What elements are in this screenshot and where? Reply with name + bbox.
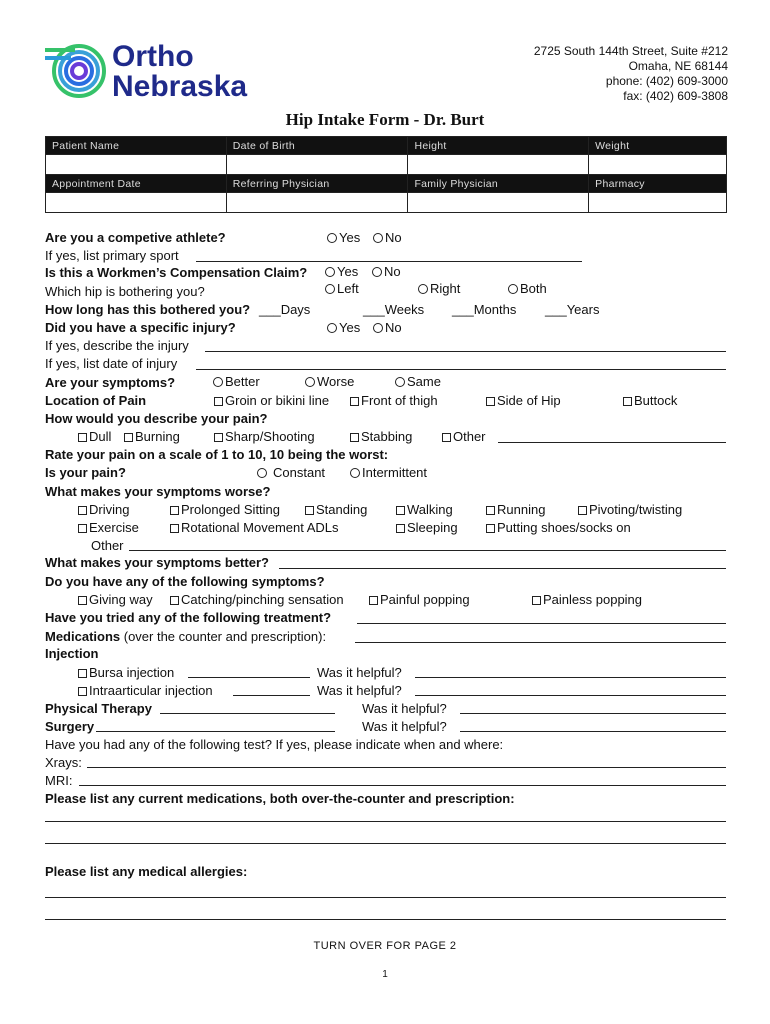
- medications-bold: Medications: [45, 629, 121, 644]
- worse-exercise-checkbox[interactable]: [78, 520, 139, 536]
- worse-other-label: Other: [91, 538, 124, 553]
- sym-catching-label: Catching/pinching sensation: [181, 592, 344, 607]
- loc-groin-label: Groin or bikini line: [225, 393, 330, 408]
- allergies-line-1[interactable]: [45, 897, 726, 898]
- q-which-hip: Which hip is bothering you?: [45, 284, 205, 299]
- workmen-no-radio[interactable]: [372, 264, 401, 280]
- pain-constant-radio[interactable]: [257, 465, 325, 481]
- mri-label: MRI:: [45, 773, 73, 788]
- pain-sharp-checkbox[interactable]: [214, 429, 315, 445]
- symptoms-worse-radio[interactable]: [305, 374, 354, 390]
- q-athlete: Are you a competive athlete?: [45, 230, 226, 245]
- symptoms-worse-label: Worse: [317, 374, 355, 389]
- pharmacy-field[interactable]: [589, 193, 727, 213]
- symptoms-better-radio[interactable]: [213, 374, 260, 390]
- loc-buttock-checkbox[interactable]: [623, 393, 677, 409]
- loc-side-hip-label: Side of Hip: [497, 393, 561, 408]
- page-number: 1: [382, 969, 388, 980]
- bursa-injection-label: Bursa injection: [89, 665, 175, 680]
- sym-catching-checkbox[interactable]: [170, 592, 344, 608]
- weight-field[interactable]: [589, 155, 727, 175]
- hip-left-label: Left: [337, 281, 359, 296]
- worse-sleeping-checkbox[interactable]: [396, 520, 458, 536]
- address-city: Omaha, NE 68144: [628, 59, 728, 73]
- hip-left-radio[interactable]: [325, 281, 359, 297]
- worse-exercise-label: Exercise: [89, 520, 139, 535]
- q-makes-better: What makes your symptoms better?: [45, 555, 269, 570]
- label-family-physician: Family Physician: [408, 175, 589, 193]
- label-patient-name: Patient Name: [46, 137, 227, 155]
- q-describe-pain: How would you describe your pain?: [45, 411, 268, 426]
- primary-sport-line[interactable]: [196, 261, 582, 262]
- athlete-no-radio[interactable]: [373, 230, 402, 246]
- q-describe-injury: If yes, describe the injury: [45, 338, 189, 353]
- sym-giving-way-checkbox[interactable]: [78, 592, 153, 608]
- intra-injection-label: Intraarticular injection: [89, 683, 213, 698]
- surgery-helpful-label: Was it helpful?: [362, 719, 447, 734]
- intra-injection-checkbox[interactable]: [78, 683, 213, 699]
- worse-other-line[interactable]: [129, 550, 726, 551]
- appointment-date-field[interactable]: [46, 193, 227, 213]
- injury-yes-radio[interactable]: [327, 320, 360, 336]
- form-title: Hip Intake Form - Dr. Burt: [285, 110, 485, 129]
- worse-sleeping-label: Sleeping: [407, 520, 458, 535]
- pain-dull-checkbox[interactable]: [78, 429, 111, 445]
- q-physical-therapy: Physical Therapy: [45, 701, 152, 716]
- worse-standing-label: Standing: [316, 502, 368, 517]
- q-injection: Injection: [45, 646, 99, 661]
- surgery-helpful-line[interactable]: [460, 731, 726, 732]
- address-fax: fax: (402) 609-3808: [623, 89, 728, 103]
- pain-intermittent-label: Intermittent: [362, 465, 428, 480]
- worse-shoes-checkbox[interactable]: [486, 520, 631, 536]
- q-surgery: Surgery: [45, 719, 95, 734]
- intra-injection-line[interactable]: [233, 695, 310, 696]
- referring-physician-field[interactable]: [226, 193, 408, 213]
- q-tests: Have you had any of the following test? If yes, please indicate when and where:: [45, 737, 504, 752]
- loc-side-hip-checkbox[interactable]: [486, 393, 561, 409]
- q-symptoms-trend: Are your symptoms?: [45, 375, 176, 390]
- worse-walking-label: Walking: [407, 502, 453, 517]
- q-rate-pain: Rate your pain on a scale of 1 to 10, 10 being the worst:: [45, 447, 389, 462]
- hip-right-radio[interactable]: [418, 281, 460, 297]
- bursa-helpful-label: Was it helpful?: [317, 665, 402, 680]
- pain-intermittent-radio[interactable]: [350, 465, 427, 481]
- pain-other-line[interactable]: [498, 442, 726, 443]
- hip-both-radio[interactable]: [508, 281, 547, 297]
- label-appointment-date: Appointment Date: [46, 175, 227, 193]
- duration-days[interactable]: ___Days: [259, 302, 311, 317]
- pt-helpful-label: Was it helpful?: [362, 701, 447, 716]
- sym-painless-pop-checkbox[interactable]: [532, 592, 642, 608]
- q-current-medications: Please list any current medications, both over-the-counter and prescription:: [45, 791, 515, 806]
- address-phone: phone: (402) 609-3000: [605, 74, 728, 88]
- injury-yes-label: Yes: [339, 320, 361, 335]
- q-makes-worse: What makes your symptoms worse?: [45, 484, 271, 499]
- label-pharmacy: Pharmacy: [589, 175, 727, 193]
- worse-shoes-label: Putting shoes/socks on: [497, 520, 631, 535]
- worse-running-checkbox[interactable]: [486, 502, 545, 518]
- hip-right-label: Right: [430, 281, 461, 296]
- q-following-symptoms: Do you have any of the following symptoms?: [45, 574, 325, 589]
- pain-other-label: Other: [453, 429, 486, 444]
- intra-helpful-label: Was it helpful?: [317, 683, 402, 698]
- symptoms-same-radio[interactable]: [395, 374, 441, 390]
- allergies-line-2[interactable]: [45, 919, 726, 920]
- q-medications: [45, 629, 326, 645]
- q-date-injury: If yes, list date of injury: [45, 356, 178, 371]
- physical-therapy-line[interactable]: [160, 713, 335, 714]
- worse-rotational-label: Rotational Movement ADLs: [181, 520, 339, 535]
- sym-painful-pop-label: Painful popping: [380, 592, 470, 607]
- duration-weeks[interactable]: ___Weeks: [363, 302, 425, 317]
- makes-better-line[interactable]: [279, 568, 726, 569]
- label-height: Height: [408, 137, 589, 155]
- pt-helpful-line[interactable]: [460, 713, 726, 714]
- patient-name-field[interactable]: [46, 155, 227, 175]
- worse-driving-checkbox[interactable]: [78, 502, 129, 518]
- worse-standing-checkbox[interactable]: [305, 502, 367, 518]
- pain-sharp-label: Sharp/Shooting: [225, 429, 315, 444]
- pain-constant-label: Constant: [273, 465, 326, 480]
- tried-treatment-line[interactable]: [357, 623, 726, 624]
- logo-line1: Ortho: [112, 40, 194, 73]
- sym-painful-pop-checkbox[interactable]: [369, 592, 470, 608]
- bursa-helpful-line[interactable]: [415, 677, 726, 678]
- q-tried-treatment: Have you tried any of the following treatment?: [45, 610, 332, 625]
- athlete-no-label: No: [385, 230, 402, 245]
- worse-rotational-checkbox[interactable]: [170, 520, 339, 536]
- q-primary-sport: If yes, list primary sport: [45, 248, 179, 263]
- q-is-pain: Is your pain?: [45, 465, 126, 480]
- clinic-address: [534, 44, 728, 104]
- current-medications-line-1[interactable]: [45, 821, 726, 822]
- logo-icon: [45, 42, 115, 100]
- pain-burning-label: Burning: [135, 429, 180, 444]
- injury-no-label: No: [385, 320, 402, 335]
- patient-info-grid: [45, 136, 727, 213]
- bursa-injection-checkbox[interactable]: [78, 665, 174, 681]
- worse-walking-checkbox[interactable]: [396, 502, 453, 518]
- pain-stabbing-label: Stabbing: [361, 429, 413, 444]
- q-allergies: Please list any medical allergies:: [45, 864, 248, 879]
- pain-dull-label: Dull: [89, 429, 112, 444]
- intra-helpful-line[interactable]: [415, 695, 726, 696]
- symptoms-better-label: Better: [225, 374, 260, 389]
- date-of-birth-field[interactable]: [226, 155, 408, 175]
- symptoms-same-label: Same: [407, 374, 441, 389]
- height-field[interactable]: [408, 155, 589, 175]
- athlete-yes-label: Yes: [339, 230, 361, 245]
- worse-prolonged-checkbox[interactable]: [170, 502, 280, 518]
- workmen-yes-radio[interactable]: [325, 264, 358, 280]
- loc-thigh-label: Front of thigh: [361, 393, 438, 408]
- worse-running-label: Running: [497, 502, 546, 517]
- worse-pivoting-label: Pivoting/twisting: [589, 502, 683, 517]
- current-medications-line-2[interactable]: [45, 843, 726, 844]
- date-injury-line[interactable]: [196, 369, 726, 370]
- xrays-line[interactable]: [87, 767, 726, 768]
- bursa-injection-line[interactable]: [188, 677, 310, 678]
- duration-years[interactable]: ___Years: [545, 302, 600, 317]
- pain-burning-checkbox[interactable]: [124, 429, 180, 445]
- hip-both-label: Both: [520, 281, 547, 296]
- xrays-label: Xrays:: [45, 755, 82, 770]
- sym-giving-way-label: Giving way: [89, 592, 153, 607]
- medications-note: (over the counter and prescription):: [120, 629, 327, 644]
- address-street: 2725 South 144th Street, Suite #212: [533, 44, 728, 58]
- logo-line2: Nebraska: [112, 70, 248, 103]
- q-location-pain: Location of Pain: [45, 393, 147, 408]
- pain-other-checkbox[interactable]: [442, 429, 486, 445]
- worse-prolonged-label: Prolonged Sitting: [181, 502, 281, 517]
- label-weight: Weight: [589, 137, 727, 155]
- loc-buttock-label: Buttock: [634, 393, 678, 408]
- turn-over-note: TURN OVER FOR PAGE 2: [313, 940, 457, 952]
- worse-pivoting-checkbox[interactable]: [578, 502, 682, 518]
- mri-line[interactable]: [79, 785, 726, 786]
- pain-stabbing-checkbox[interactable]: [350, 429, 412, 445]
- q-specific-injury: Did you have a specific injury?: [45, 320, 236, 335]
- q-workmen-comp: Is this a Workmen’s Compensation Claim?: [45, 265, 308, 280]
- duration-months[interactable]: ___Months: [452, 302, 517, 317]
- loc-groin-checkbox[interactable]: [214, 393, 329, 409]
- worse-driving-label: Driving: [89, 502, 130, 517]
- injury-no-radio[interactable]: [373, 320, 402, 336]
- workmen-yes-label: Yes: [337, 264, 359, 279]
- surgery-line[interactable]: [96, 731, 335, 732]
- medications-line[interactable]: [355, 642, 726, 643]
- sym-painless-pop-label: Painless popping: [543, 592, 643, 607]
- label-referring-physician: Referring Physician: [226, 175, 408, 193]
- athlete-yes-radio[interactable]: [327, 230, 360, 246]
- label-date-of-birth: Date of Birth: [226, 137, 408, 155]
- q-how-long: How long has this bothered you?: [45, 302, 251, 317]
- family-physician-field[interactable]: [408, 193, 589, 213]
- describe-injury-line[interactable]: [205, 351, 726, 352]
- loc-thigh-checkbox[interactable]: [350, 393, 438, 409]
- workmen-no-label: No: [384, 264, 401, 279]
